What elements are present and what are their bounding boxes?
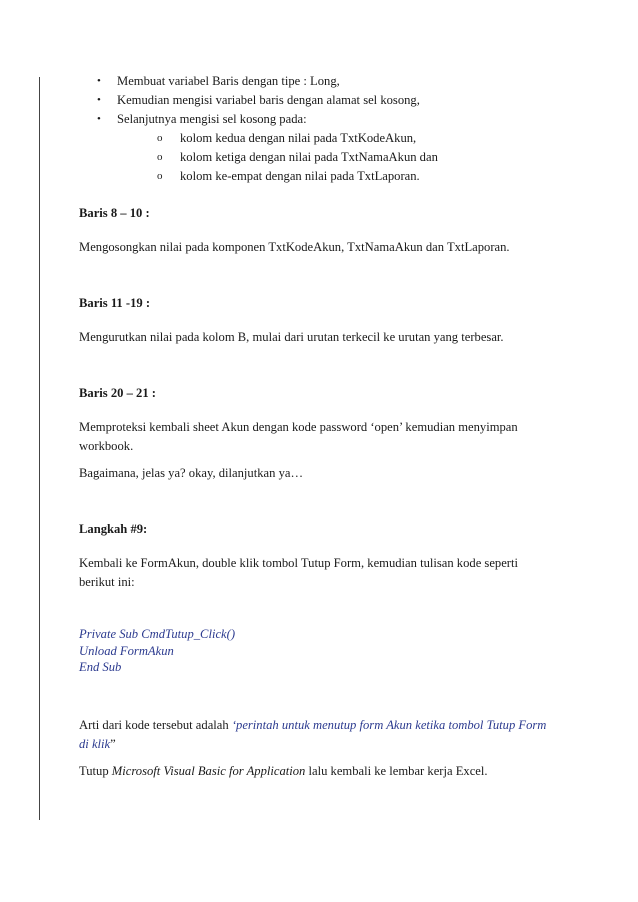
margin-line (39, 77, 40, 820)
section-heading-baris-11-19: Baris 11 -19 : (79, 296, 151, 310)
bullet-icon: • (97, 94, 101, 106)
list-item: o kolom ketiga dengan nilai pada TxtNamaAkun dan (117, 148, 579, 167)
section-heading-baris-8-10: Baris 8 – 10 : (79, 206, 150, 220)
list-item: o kolom ke-empat dengan nilai pada TxtLaporan. (117, 167, 579, 186)
code-line: Unload FormAkun (79, 643, 174, 658)
closing-paragraph-instruction: Tutup Microsoft Visual Basic for Application lalu kembali ke lembar kerja Excel. (79, 764, 488, 778)
closing-paragraph-meaning: Arti dari kode tersebut adalah ‘perintah untuk menutup form Akun ketika tombol Tutup Form di klik” (79, 718, 547, 751)
list-item: • Selanjutnya mengisi sel kosong pada: o kolom kedua dengan nilai pada TxtKodeAkun, o kolom ketiga dengan nilai pada TxtNamaAkun dan o kolom ke-empat dengan nilai pada TxtLaporan. (79, 110, 579, 186)
circle-bullet-icon: o (157, 132, 163, 144)
section-text-baris-8-10: Mengosongkan nilai pada komponen TxtKodeAkun, TxtNamaAkun dan TxtLaporan. (79, 240, 510, 254)
circle-bullet-icon: o (157, 170, 163, 182)
bullet-icon: • (97, 113, 101, 125)
code-line: End Sub (79, 660, 122, 674)
code-line: Private Sub CmdTutup_Click() (79, 627, 236, 641)
section-heading-langkah-9: Langkah #9: (79, 522, 148, 536)
circle-bullet-icon: o (157, 151, 163, 163)
sub-bullet-list (117, 129, 579, 186)
code-block (79, 626, 235, 676)
italic-app-name: Microsoft Visual Basic for Application (111, 764, 306, 778)
section-text-baris-11-19: Mengurutkan nilai pada kolom B, mulai dari urutan terkecil ke urutan yang terbesar. (79, 330, 504, 344)
list-item: o kolom kedua dengan nilai pada TxtKodeAkun, (117, 129, 579, 148)
section-text-langkah-9: Kembali ke FormAkun, double klik tombol Tutup Form, kemudian tulisan kode seperti berikut ini: (79, 556, 519, 589)
bullet-icon: • (97, 75, 101, 87)
list-item: • Membuat variabel Baris dengan tipe : Long, (79, 72, 579, 91)
bullet-list-block (79, 72, 579, 186)
highlight-text: ‘perintah untuk menutup form Akun ketika tombol Tutup Form di klik (79, 718, 547, 751)
bullet-list (79, 72, 579, 186)
section-text-baris-20-21: Memproteksi kembali sheet Akun dengan kode password ‘open’ kemudian menyimpan workbook. (79, 420, 518, 453)
list-item: • Kemudian mengisi variabel baris dengan alamat sel kosong, (79, 91, 579, 110)
section-heading-baris-20-21: Baris 20 – 21 : (79, 386, 156, 400)
section-text-followup: Bagaimana, jelas ya? okay, dilanjutkan ya… (79, 466, 304, 480)
